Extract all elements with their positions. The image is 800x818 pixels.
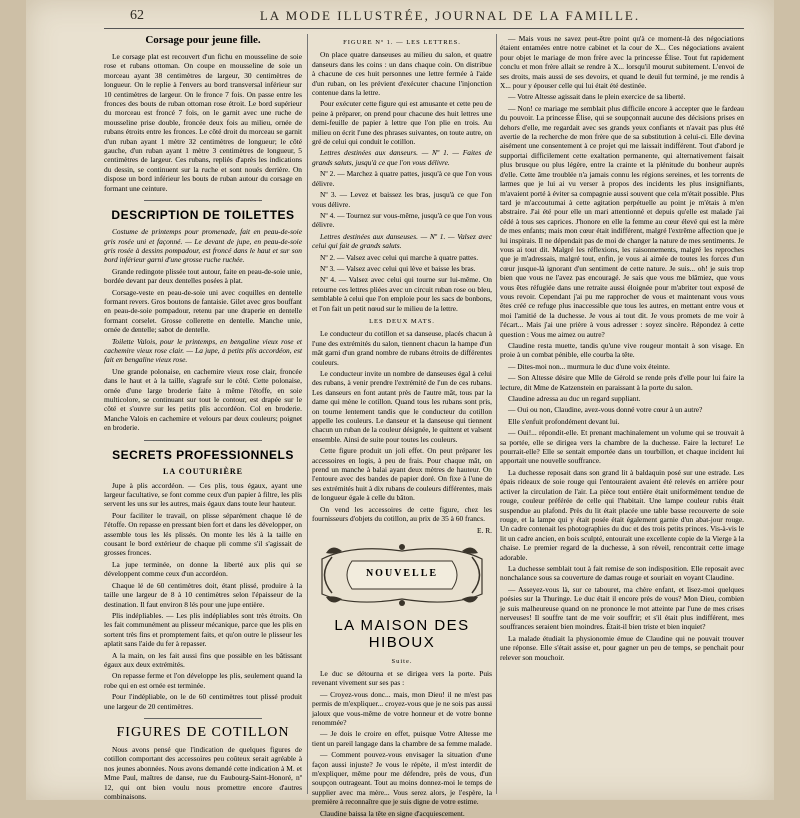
page-header	[130, 8, 770, 28]
toilettes-paragraph: Grande redingote plissée tout autour, faite en peau-de-soie unie, bordée devant par deux dentelles posées à plat.	[104, 266, 302, 286]
story-paragraph: Le duc se détourna et se dirigea vers la porte. Puis revenant vivement sur ses pas :	[312, 668, 492, 688]
story-paragraph: — Oui!... répondit-elle. Et prenant machinalement un volume qui se trouvait à sa portée, elle se dirigea vers la chambre de la duchesse. Faire la lecture! Le pourrait-elle? Elle se sentait emportée dans un tourbillon, et chaque incident lui apportait une nouvelle souffrance.	[500, 428, 744, 466]
story-paragraph: La malade étudiait la physionomie émue de Claudine qui ne pouvait trouver une réponse. Elle s'était assise et, pour gagner un peu de temps, se penchait pour relever son mouchoir.	[500, 633, 744, 662]
nouvelle-banner	[312, 539, 492, 611]
column-divider	[307, 34, 308, 794]
section-divider	[144, 718, 262, 719]
lettres-paragraph: Nº 2. — Valsez avec celui qui marche à quatre pattes.	[320, 252, 479, 262]
lettres-paragraph: Lettres destinées aux danseuses. — Nº 1. — Valsez avec celui qui fait de grands saluts.	[312, 231, 492, 251]
story-paragraph: La duchesse semblait tout à fait remise de son indisposition. Elle reposait avec nonchalance sous sa couverture de damas rouge et souriait en voyant Claudine.	[500, 563, 744, 583]
story-paragraph: — Je dois le croire en effet, puisque Votre Altesse me tient un pareil langage dans la chambre de sa femme malade.	[312, 729, 492, 748]
lettres-paragraph: Nº 2. — Marchez à quatre pattes, jusqu'à ce que l'on vous délivre.	[312, 169, 492, 188]
lettres-paragraph: Nº 3. — Valsez avec celui qui lève et baisse les bras.	[320, 263, 476, 273]
story-paragraph: — Asseyez-vous là, sur ce tabouret, ma chère enfant, et lisez-moi quelques poésies sur la Thuringe. Le duc était il encore près de vous? Mon Dieu, combien je suis malheureuse quand on ne prononce le mot atteinte par l'une de mes crises nerveuses! Il souffre tant de me voir souffrir; et s'il était plus indifférent, mes souffrances seraient bien moindres. Était-il bien triste et bien inquiet?	[500, 584, 744, 632]
story-paragraph: — Mais vous ne savez peut-être point qu'à ce moment-là des négociations étaient entamées entre notre cabinet et la cour de X... Ces négociations avaient pour objet le mariage de mon frère avec la princesse Élise. Tout fut rapidement conclu et mon frère allait se rendre à X... lorsqu'il mourut subitement. L'envoi de ses droits, mais aussi de ses devoirs, et quand le deuil fut terminé, je me rendis à X... pour y épouser celle qui lui était été destinée.	[500, 34, 744, 91]
column-1	[104, 34, 302, 801]
story-paragraph: — Comment pouvez-vous envisager la situation d'une façon aussi injuste? Je vous le répète, il m'est interdit de m'expliquer, même pour me défendre, près de vous, d'un soupçon outrageant. Tout au moins donnez-moi le temps de supplier avec ma mère... Vous serez alors, je l'espère, la première à reconnaître que je suis digne de votre estime.	[312, 750, 492, 807]
mats-paragraph: On vend les accessoires de cette figure, chez les fournisseurs d'objets du cotillon, au prix de 35 à 60 francs.	[312, 504, 492, 524]
story-paragraph: Claudine adressa au duc un regard suppliant.	[508, 394, 641, 404]
lettres-paragraph: Nº 4. — Tournez sur vous-même, jusqu'à ce que l'on vous délivre.	[312, 210, 492, 230]
story-paragraph: — Oui ou non, Claudine, avez-vous donné votre cœur à un autre?	[508, 405, 703, 415]
story-paragraph: — Dites-moi non... murmura le duc d'une voix éteinte.	[508, 361, 670, 371]
secrets-paragraph: Pour faciliter le travail, on plisse séparément chaque lé de l'étoffe. On repasse en pressant bien fort et dans les développer, on assemble tous les lés plissés. On monte les lés à la taille en cousant le bord extérieur de chaque pli comme s'il s'agissait de grosses fronces.	[104, 510, 302, 558]
column-divider	[496, 34, 497, 794]
toilettes-title: DESCRIPTION DE TOILETTES	[111, 208, 295, 223]
story-paragraph: Claudine resta muette, tandis qu'une vive rougeur montait à son visage. En proie à un combat pénible, elle courba la tête.	[500, 341, 744, 360]
corsage-paragraph: Le corsage plat est recouvert d'un fichu en mousseline de soie rose et rubans ottoman. On coupe en mousseline de soie un morceau ayant 38 centimètres de largeur, 30 centimètres de longueur. On le replie à l'envers au bord transversal inférieur sur 10 centimètres de largeur. On le fronce 7 fois. On passe entre les fronces des bouts de ruban ottoman rose étroit. Le bord supérieur du morceau est froncé 7 fois, on le garnit avec une ruche de mousseline prise double, froncée deux fois au milieu, ornée de rubans étroits entre les fronces. Le côté droit du morceau se garnit d'un ruban ayant 1 mètre 32 centimètres de longueur; le côté gauche, d'un ruban ayant 1 mètre 3 centimètres de longueur, 5 centimètres de largeur. Ces rubans, repliés d'après les indications du dessin, se continuent sur la ruche et sont noués derrière. On dispose un bord inférieur les bouts de ruban autour du corsage en formant une ceinture.	[104, 52, 302, 193]
section-divider	[144, 200, 262, 201]
story-subtitle: Suite.	[391, 657, 413, 665]
secrets-title: SECRETS PROFESSIONNELS	[112, 447, 294, 462]
story-paragraph: — Votre Altesse agissait dans le plein exercice de sa liberté.	[508, 92, 686, 102]
section-divider	[144, 440, 262, 441]
lettres-paragraph: Pour exécuter cette figure qui est amusante et cette peu de peine à préparer, on prend pour chacune des huit lettres une demi-feuille de papier à lettre que l'on plie en trois. Au milieu on écrit l'une des phrases suivantes, on toute autre, on gré de celui qui conduit le cotillon.	[312, 99, 492, 147]
signature: E. R.	[477, 525, 492, 535]
mats-paragraph: Cette figure produit un joli effet. On peut préparer les accessoires en logis, à peu de frais. Pour chaque mât, on prend un manche à balai ayant deux mètres de hauteur. On l'entoure avec des bandes de papier doré. On fixe à l'une de ses extrémités huit à dix rubans de couleurs différentes, mais de longueur égale à celle du bâton.	[312, 446, 492, 503]
mats-title: LES DEUX MATS.	[369, 317, 435, 325]
banner-label: NOUVELLE	[365, 567, 439, 579]
story-title: LA MAISON DES HIBOUX	[334, 616, 470, 651]
story-paragraph: — Croyez-vous donc... mais, mon Dieu! il ne m'est pas permis de m'expliquer... croyez-vous que je ne sois pas aussi jaloux que vous-même de votre honneur et de votre bonne renommée?	[312, 689, 492, 727]
toilettes-paragraph: Toilette Valois, pour le printemps, en bengaline vieux rose et cachemire vieux rose clair. — La jupe, à petits plis accordéon, est fait en bengaline vieux rose.	[104, 336, 302, 365]
cotillon-title: FIGURES DE COTILLON	[116, 724, 290, 740]
secrets-paragraph: Pour l'indépliable, on le de 60 centimètres tout plissé produit une largeur de 20 centimètres.	[104, 692, 302, 711]
corsage-title: Corsage pour jeune fille.	[145, 34, 261, 46]
mats-paragraph: Le conducteur invite un nombre de danseuses égal à celui des rubans, à venir prendre l'extrémité de l'un de ces rubans. Les danseurs en font autant près de l'autre mât, tous par la dame qui mène le cotillon. Quand tous les rubans sont pris, on tourne lentement tandis que le conducteur du cotillon appelle les couleurs. Le danseur et la danseuse qui tiennent chacun un ruban de la couleur désignée, le quittent et valsent ensemble. Ainsi de suite pour toutes les couleurs.	[312, 369, 492, 444]
cotillon-paragraph: Nous avons pensé que l'indication de quelques figures de cotillon comportant des accessoires peu coûteux serait agréable à nos jeunes abonnées. Nous avons demandé cette indication à M. et Mme Paul, maîtres de danse, rue du Faubourg-Saint-Honoré, nº 12, qui ont bien voulu nous promettre encore d'autres combinaisons.	[104, 744, 302, 801]
secrets-paragraph: La jupe terminée, on donne la liberté aux plis qui se développent comme ceux d'un accordéon.	[104, 559, 302, 579]
toilettes-paragraph: Costume de printemps pour promenade, fait en peau-de-soie gris rosée uni et façonné. — Le devant de jupe, en peau-de-soie gris rosée à dessins pompadour, est froncé dans le haut et sur son bord inférieur garni d'une grosse ruche ruchée.	[104, 227, 302, 265]
toilettes-paragraph: Corsage-veste en peau-de-soie uni avec coquilles en dentelle formant revers. Gros boutons de fantaisie. Gilet avec gros bouffant en peau-de-soie pompadour, retenu par une draperie en dentelle formant corselet. Grosse collerette en dentelle. Manche unie, ornée de dentelle; sabot de dentelle.	[104, 287, 302, 335]
lettres-paragraph: Lettres destinées aux danseurs. — Nº 1. — Faites de grands saluts, jusqu'à ce que l'on vous délivre.	[312, 148, 492, 167]
story-paragraph: Elle s'enfuit profondément devant lui.	[508, 416, 620, 426]
mats-paragraph: Le conducteur du cotillon et sa danseuse, placés chacun à l'une des extrémités du salon, tiennent chacun la hampe d'un mât garni d'un grand nombre de rubans étroits de différentes couleurs.	[312, 329, 492, 367]
toilettes-paragraph: Une grande polonaise, en cachemire vieux rose clair, froncée dans le haut et à la taille, s'agrafe sur le côté. Cette polonaise, ornée d'une large broderie faite à même l'étoffe, en soie multicolore, se continuant sur tout le contour, est drapée sur le côté et s'ouvre sur les petits plis accordéon. Col en broderie. Manche Valois en cachemire et velours par deux couleurs; poignet en broderie.	[104, 366, 302, 433]
header-rule	[104, 28, 744, 29]
secrets-paragraph: Chaque lé de 60 centimètres doit, étant plissé, produire à la taille une largeur de 8 à 10 centimètres selon l'épaisseur de la destination. Il faut environ 8 lés pour une jupe entière.	[104, 580, 302, 609]
secrets-paragraph: Plis indépliables. — Les plis indépliables sont très étroits. On les fait communément au plisseur mécanique, parce que les plis en sortent très fins et promptement faits, et qu'on outre le plisseur les aplatit sans l'aide du fer à repasser.	[104, 610, 302, 649]
lettres-paragraph: On place quatre danseuses au milieu du salon, et quatre danseurs dans les coins : un dans chaque coin. On distribue à chacune de ces huit personnes une lettre fermée à l'aide d'un ruban, on les prévient d'exécuter chacune l'injonction contenue dans la lettre.	[312, 50, 492, 98]
column-3	[500, 34, 744, 794]
secrets-subtitle: LA COUTURIÈRE	[163, 466, 243, 476]
column-2	[312, 34, 492, 818]
journal-title: LA MODE ILLUSTRÉE, JOURNAL DE LA FAMILLE.	[259, 8, 641, 23]
story-paragraph: Claudine baissa la tête en signe d'acquiescement.	[320, 808, 465, 818]
lettres-title: FIGURE Nº 1. — LES LETTRES.	[343, 39, 461, 46]
story-paragraph: — Non! ce mariage me semblait plus difficile encore à accepter que le fardeau du pouvoir. La princesse Élise, qui se soupçonnait aucune des décisions prises en dehors d'elle, me regardait avec ses grands yeux confiants et n'avait pas plus été avertie de la recherche de mon frère que de sa substitution à celui-ci. Elle devina aisément une consentement à ce projet qui me laissait indifférent. Tout d'abord je supportai difficilement cette exaltation permanente, qui alternativement faisait plus brusque ou plus légère, entre la crainte et la plénitude du bonheur auprès d'elle. Cette âme troublée n'a jamais connu les régions sereines, et les torrents de larmes que je lui ai vu verser à propos des incidents les plus insignifiants, m'avaient porté à éviter sa compagnie aussi souvent que cela m'était possible. Plus tard je m'accoutumai à cette agitation perpétuelle au point je m'étais à m'en abstraire. J'ai été pour elle un mari attentionné et depuis qu'elle est malade j'ai cédé à tous ses caprices. J'honore en elle la femme au cœur élevé qui est la mère de mes enfants; mais mon cœur était indifférent, malgré l'extrême affection que je lui inspirais. Il ne dépendait pas de moi de changer la nature de mes sentiments. Je vous ai tout dit. Malgré les réflexions, les raisonnements, malgré les reproches que je m'adressais, malgré tout, enfin, je vous ai aimée de toutes les forces d'un cœur jusque-là ignorant d'un sentiment de cette nature. Je suis... oh! je suis trop bien que vous ne l'avez pas encouragé. Je sais que vous me blâmiez, que vous vous êtes réfugiée dans une retraite aussi éloignée pour m'abriter tout exposé de vous revoir. Cependant j'ai pu me rapprocher de vous et maintenant vous vous êtes créé ce refuge plus inaccessible que tous les autres, en mettant entre vous et moi l'amitié de la duchesse. Je vous ai tout dit. Je vous promets de me voir à l'écart... Mais j'ai une prière à vous adresser : soyez sincère. Répondez à cette question : Vous me aimez ou autre?	[500, 103, 744, 339]
secrets-paragraph: A la main, on les fait aussi fins que possible en les bâtissant égaux aux deux extrémités.	[104, 650, 302, 669]
secrets-paragraph: On repasse ferme et l'on développe les plis, seulement quand la robe qui en est ornée est terminée.	[104, 671, 302, 690]
story-paragraph: La duchesse reposait dans son grand lit à baldaquin posé sur une estrade. Les épais rideaux de soie rouge qui l'entouraient avaient été relevés en arrière pour activer la circulation de l'air. La pièce tout entière était uniformément tendue de rouge, couleur préférée de celle qui l'habitait. Une lampe couleur rubis était suspendue au plafond. Près du lit était placée une table basse recouverte de soie rouge, et la lampe qui y était posée était également garnie d'un abat-jour rouge. Un cadre contenait les photographies du duc et des trois petits princes. Vis-à-vis le lit un cadre ancien, en bois sculpté, entourait une excellente copie de la Vierge à la chaise. Le premier regard de la duchesse, à son réveil, rencontrait cette image adorable.	[500, 467, 744, 562]
lettres-paragraph: Nº 3. — Levez et baissez les bras, jusqu'à ce que l'on vous délivre.	[312, 190, 492, 209]
secrets-paragraph: Jupe à plis accordéon. — Ces plis, tous égaux, ayant une largeur facultative, se font comme ceux d'un papier à filtre, les plis servent les uns sur les autres, mais égaux dans toute leur hauteur.	[104, 480, 302, 509]
page-number: 62	[130, 8, 144, 23]
lettres-paragraph: Nº 4. — Valsez avec celui qui tourne sur lui-même. On retourne ces lettres pliées avec un circuit ruban rose ou bleu, semblable à celui que l'on emploie pour les sacs de bonbons, et l'on fait un petit nœud sur le milieu de la lettre.	[312, 275, 492, 313]
story-paragraph: — Son Altesse désire que Mlle de Gérold se rende près d'elle pour lui faire la lecture, dit Mme de Katzenstein en paraissant à la porte du salon.	[500, 373, 744, 392]
